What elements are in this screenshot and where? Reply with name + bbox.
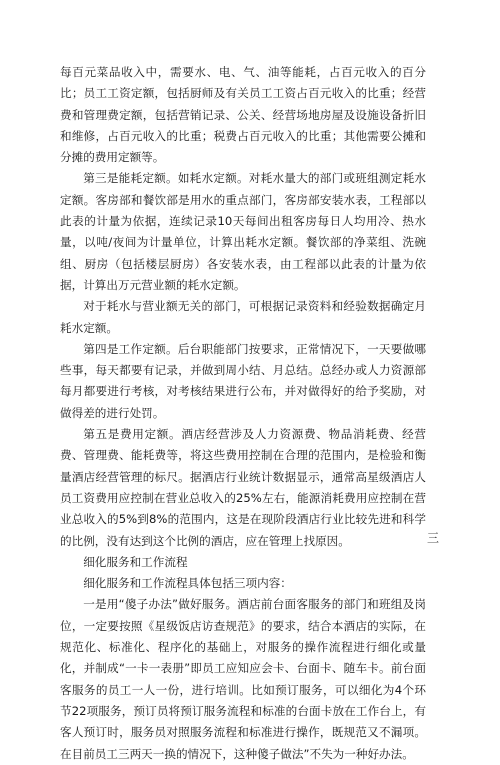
paragraph-three-items-intro: 细化服务和工作流程具体包括三项内容： (83, 576, 292, 591)
paragraph-work-quota: 第四是工作定额。后台职能部门按要求，正常情况下，一天要做哪些事，每天都要有记录，并做到周小结、月总结。总经办或人力资源部每月都要进行考核，对考核结果进行公布，并对做得好的给予奖励，对做得差的进行处罚。 (60, 341, 426, 420)
document-body (60, 62, 426, 765)
paragraph-monthly-water: 对于耗水与营业额无关的部门，可根据记录资料和经验数据确定月耗水定额。 (60, 299, 426, 335)
paragraph-cost-quota: 每百元菜品收入中，需要水、电、气、油等能耗，占百元收入的百分比；员工工资定额，包括厨师及有关员工工资占百元收入的比重；经营费和管理费定额，包括营销记录、公关、经营场地房屋及设施设备折旧和维修，占百元收入的比重；税费占百元收入的比重；其他需要公摊和分摊的费用定额等。 (60, 65, 426, 165)
section-heading-service-workflow: 细化服务和工作流程 (83, 554, 188, 569)
paragraph-energy-quota: 第三是能耗定额。如耗水定额。对耗水量大的部门或班组测定耗水定额。客房部和餐饮部是用水的重点部门，客房部安装水表，工程部以此表的计量为依据，连续记录10天每间出租客房每日人均用冷、热水量，以吨/夜间为计量单位，计算出耗水定额。餐饮部的净菜组、洗碗组、厨房（包括楼层厨房）各安装水表，由工程部以此表的计量为依据，计算出万元营业额的耗水定额。 (60, 171, 426, 292)
paragraph-simple-method: 一是用“傻子办法”做好服务。酒店前台面客服务的部门和班组及岗位，一定要按照《星级饭店访查规范》的要求，结合本酒店的实际，在规范化、标准化、程序化的基础上，对服务的操作流程进行细化或量化，并制成“一卡一表册”即员工应知应会卡、台面卡、随车卡。前台面客服务的员工一人一份，进行培训。比如预订服务，可以细化为4个环节22项服务，预订员将预订服务流程和标准的台面卡放在工作台上，有客人预订时，服务员对照服务流程和标准进行操作，既规范又不漏项。在目前员工三两天一换的情况下，这种傻子做法”不失为一种好办法。 (60, 597, 426, 761)
margin-numeral: 三 (427, 531, 440, 545)
paragraph-expense-quota: 第五是费用定额。酒店经营涉及人力资源费、物品消耗费、经营费、管理费、能耗费等，将这些费用控制在合理的范围内，是检验和衡量酒店经营管理的标尺。据酒店行业统计数据显示，通常高星级酒店人员工资费用应控制在营业总收入的25%左右，能源消耗费用应控制在营业总收入的5%到8%的范围内，这是在现阶段酒店行业比较先进和科学的比例，没有达到这个比例的酒店，应在管理上找原因。 (60, 427, 426, 548)
